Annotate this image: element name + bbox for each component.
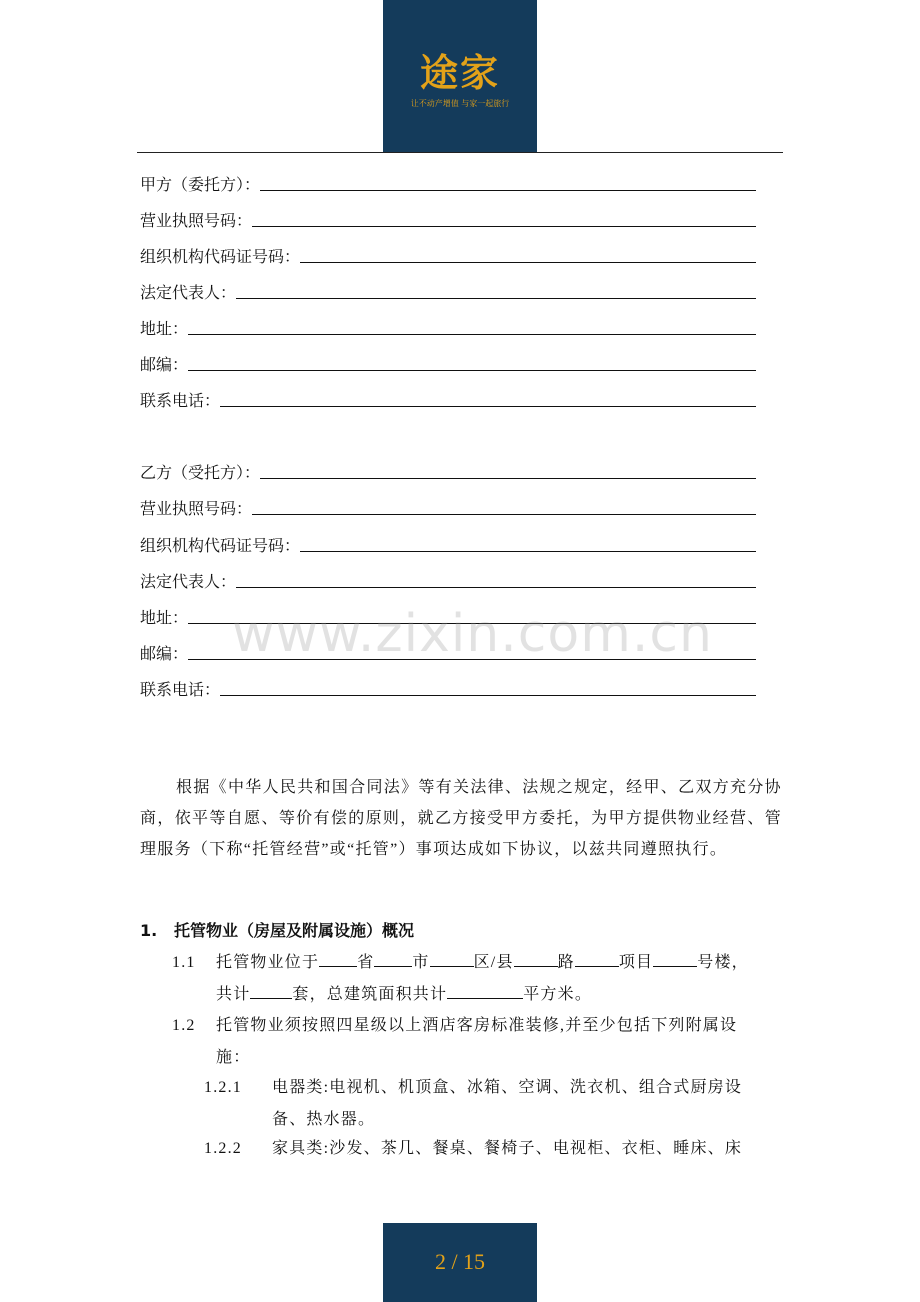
fill-blank: [260, 477, 756, 479]
clause-text: 路: [557, 954, 575, 971]
clause-1-1: [172, 947, 784, 1011]
fill-blank: [300, 261, 756, 263]
fill-blank: [188, 369, 756, 371]
clause-text: 施：: [216, 1049, 251, 1066]
fill-blank: [188, 333, 756, 335]
field-label: 法定代表人：: [140, 572, 237, 591]
fill-blank: [319, 950, 357, 967]
party-b-name-field: [140, 459, 756, 485]
field-label: 邮编：: [140, 644, 189, 663]
header-divider: [137, 152, 783, 153]
party-b-legal-rep-field: [140, 568, 756, 594]
watermark: www.zixin.com.cn: [232, 604, 713, 664]
fill-blank: [653, 950, 697, 967]
section-title: 托管物业（房屋及附属设施）概况: [174, 921, 415, 940]
field-label: 联系电话：: [140, 680, 221, 699]
party-a-name-field: [140, 171, 756, 197]
clause-1-2-2: [204, 1133, 784, 1165]
party-b-phone-field: [140, 676, 756, 702]
clause-text: 电器类:电视机、机顶盒、冰箱、空调、洗衣机、组合式厨房设: [272, 1079, 743, 1096]
field-label: 营业执照号码：: [140, 499, 253, 518]
clause-text: 项目: [618, 954, 654, 971]
brand-tagline: 让不动产增值 与家一起旅行: [410, 99, 510, 108]
field-label: 法定代表人：: [140, 283, 237, 302]
clause-text: 共计: [216, 986, 251, 1003]
party-b-org-code-field: [140, 532, 756, 558]
party-a-license-field: [140, 207, 756, 233]
field-label: 甲方（委托方）：: [140, 175, 261, 194]
party-a-postcode-field: [140, 351, 756, 377]
field-label: 邮编：: [140, 355, 189, 374]
fill-blank: [514, 950, 558, 967]
section-number: 1.: [140, 921, 158, 940]
party-b-license-field: [140, 495, 756, 521]
field-label: 乙方（受托方）：: [140, 463, 261, 482]
party-a-address-field: [140, 315, 756, 341]
field-label: 地址：: [140, 319, 189, 338]
clause-body: [204, 1133, 784, 1165]
fill-blank: [260, 189, 756, 191]
fill-blank: [575, 950, 619, 967]
clause-text: 家具类:沙发、茶几、餐桌、餐椅子、电视柜、衣柜、睡床、床: [272, 1140, 743, 1157]
clause-1-2-1: [204, 1072, 784, 1136]
clause-text: 托管物业须按照四星级以上酒店客房标准装修,并至少包括下列附属设: [216, 1017, 738, 1034]
clause-text: 平方米。: [523, 986, 593, 1003]
clause-number: 1.2: [172, 1017, 196, 1034]
fill-blank: [236, 297, 756, 299]
logo-header-block: [383, 0, 537, 153]
field-label: 地址：: [140, 608, 189, 627]
party-a-org-code-field: [140, 243, 756, 269]
field-label: 营业执照号码：: [140, 211, 253, 230]
field-label: 组织机构代码证号码：: [140, 536, 301, 555]
clause-text: 托管物业位于: [216, 954, 320, 971]
clause-1-2: [172, 1010, 784, 1074]
intro-paragraph: 根据《中华人民共和国合同法》等有关法律、法规之规定，经甲、乙双方充分协商，依平等自愿、等价有偿的原则，就乙方接受甲方委托，为甲方提供物业经营、管理服务（下称“托管经营”或“托管”）事项达成如下协议，以兹共同遵照执行。: [140, 779, 782, 858]
clause-text: 备、热水器。: [272, 1111, 376, 1128]
clause-number: 1.2.2: [204, 1140, 242, 1157]
footer-page-block: [383, 1223, 537, 1302]
clause-text: 省: [357, 954, 375, 971]
clause-number: 1.2.1: [204, 1079, 242, 1096]
fill-blank: [252, 225, 756, 227]
field-label: 联系电话：: [140, 391, 221, 410]
clause-body: [172, 1010, 784, 1074]
clause-text: 号楼，: [697, 954, 749, 971]
section-1-heading: [140, 918, 414, 941]
page-indicator: 2 / 15: [434, 1249, 486, 1274]
fill-blank: [220, 405, 756, 407]
clause-text: 区/县: [473, 954, 514, 971]
fill-blank: [300, 550, 756, 552]
fill-blank: [430, 950, 474, 967]
party-a-phone-field: [140, 387, 756, 413]
fill-blank: [374, 950, 412, 967]
brand-logo: 途家: [419, 51, 500, 95]
clause-text: 套，总建筑面积共计: [292, 986, 448, 1003]
fill-blank: [447, 982, 523, 999]
clause-text: 市: [412, 954, 430, 971]
field-label: 组织机构代码证号码：: [140, 247, 301, 266]
fill-blank: [236, 586, 756, 588]
fill-blank: [252, 513, 756, 515]
fill-blank: [250, 982, 292, 999]
clause-number: 1.1: [172, 954, 196, 971]
clause-body: [204, 1072, 784, 1136]
clause-body: [172, 947, 784, 1011]
party-a-legal-rep-field: [140, 279, 756, 305]
fill-blank: [220, 694, 756, 696]
